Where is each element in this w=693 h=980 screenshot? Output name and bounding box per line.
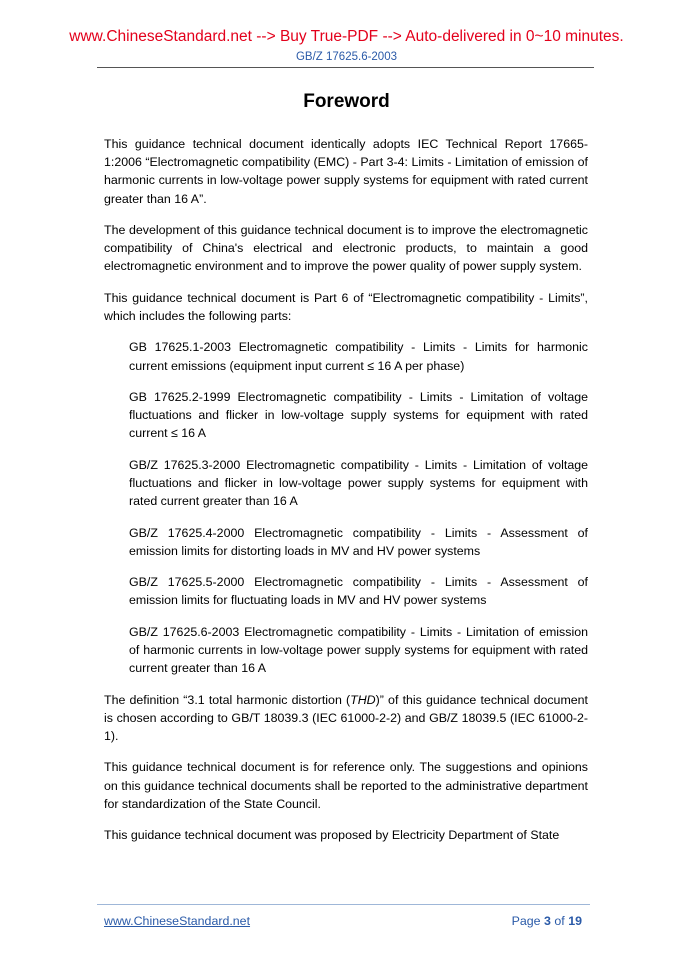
thd-abbreviation: THD	[350, 692, 376, 707]
list-item-part-5: GB/Z 17625.5-2000 Electromagnetic compatibility - Limits - Assessment of emission limits for fluctuating loads in MV and HV power systems	[129, 575, 588, 608]
header-divider	[97, 67, 594, 68]
list-item-part-6: GB/Z 17625.6-2003 Electromagnetic compatibility - Limits - Limitation of emission of harmonic currents in low-voltage power supply systems for equipment with rated current greater than 16 A	[129, 624, 588, 676]
list-item-part-2: GB 17625.2-1999 Electromagnetic compatibility - Limits - Limitation of voltage fluctuations and flicker in low-voltage supply systems for equipment with rated current ≤ 16 A	[129, 389, 588, 441]
document-body	[104, 135, 588, 858]
list-item-part-3: GB/Z 17625.3-2000 Electromagnetic compatibility - Limits - Limitation of voltage fluctuations and flicker in low-voltage power supply systems for equipment with rated current greater than 16 A	[129, 457, 588, 509]
footer-divider	[97, 904, 590, 905]
header-banner-link[interactable]: www.ChineseStandard.net --> Buy True-PDF --> Auto-delivered in 0~10 minutes.	[69, 28, 624, 45]
page-number	[512, 914, 582, 928]
paragraph-parts-intro: This guidance technical document is Part 6 of “Electromagnetic compatibility - Limits”, which includes the following parts:	[104, 290, 588, 323]
paragraph-proposed-by: This guidance technical document was proposed by Electricity Department of State	[104, 828, 560, 843]
list-item-part-1: GB 17625.1-2003 Electromagnetic compatibility - Limits - Limits for harmonic current emissions (equipment input current ≤ 16 A per phase)	[129, 340, 588, 373]
paragraph-adoption: This guidance technical document identically adopts IEC Technical Report 17665-1:2006 “Electromagnetic compatibility (EMC) - Part 3-4: Limits - Limitation of emission of harmonic currents in low-voltage power supply systems for equipment with rated current greater than 16 A”.	[104, 137, 588, 206]
page-title: Foreword	[303, 91, 390, 112]
paragraph-thd-definition	[104, 691, 588, 746]
list-item-part-4: GB/Z 17625.4-2000 Electromagnetic compatibility - Limits - Assessment of emission limits for distorting loads in MV and HV power systems	[129, 525, 588, 558]
thd-text-before: The definition “3.1 total harmonic distortion (	[104, 692, 351, 707]
page-of: of	[554, 914, 565, 928]
thd-text-after: )” of this guidance technical document is chosen according to GB/T 18039.3 (IEC 61000-2-2) and GB/Z 18039.5 (IEC 61000-2-1).	[104, 692, 588, 743]
footer-website-link[interactable]: www.ChineseStandard.net	[104, 914, 251, 928]
page-label: Page	[511, 914, 541, 928]
page-total: 19	[568, 914, 582, 928]
paragraph-purpose: The development of this guidance technical document is to improve the electromagnetic compatibility of China's electrical and electronic products, to maintain a good electromagnetic environment and to improve the power quality of power supply system.	[104, 223, 588, 274]
page-current: 3	[544, 914, 551, 928]
paragraph-reference-note: This guidance technical document is for reference only. The suggestions and opinions on this guidance technical documents shall be reported to the administrative department for standardization of the State Council.	[104, 760, 588, 811]
document-code: GB/Z 17625.6-2003	[295, 51, 397, 63]
